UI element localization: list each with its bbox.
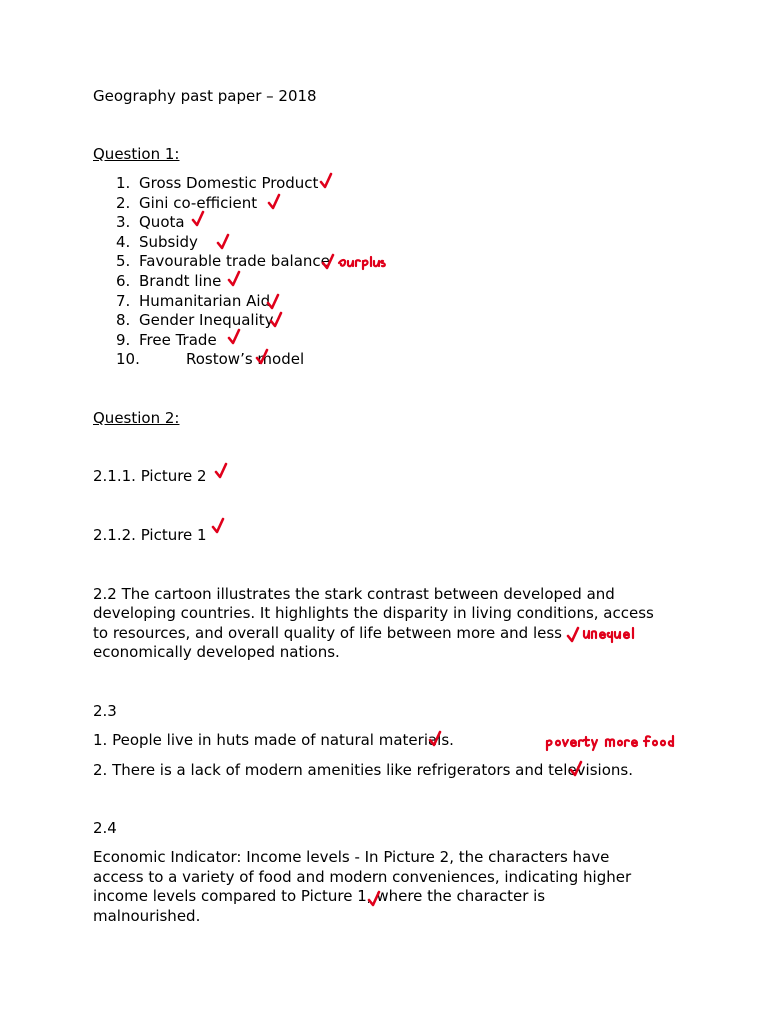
checkmark-icon	[227, 329, 241, 345]
checkmark-icon	[227, 271, 241, 287]
list-item-text: Brandt line	[139, 272, 222, 290]
answer-2-4-line: Economic Indicator: Income levels - In Picture 2, the characters have	[93, 848, 610, 866]
document-title: Geography past paper – 2018	[93, 87, 317, 105]
list-item-number: 3.	[116, 213, 131, 231]
answer-2-3-point-1: 1. People live in huts made of natural materials.	[93, 731, 454, 749]
list-item-text: Humanitarian Aid	[139, 292, 271, 310]
checkmark-icon	[269, 312, 283, 328]
handwritten-note-unequal	[583, 627, 641, 643]
answer-2-3-point-2: 2. There is a lack of modern amenities like refrigerators and televisions.	[93, 761, 633, 779]
handwritten-note-surplus	[338, 255, 390, 269]
checkmark-icon	[367, 891, 381, 907]
answer-2-2-line: developing countries. It highlights the disparity in living conditions, access	[93, 604, 654, 622]
answer-2-4-line: malnourished.	[93, 907, 201, 925]
checkmark-icon	[214, 463, 228, 479]
list-item-number: 1.	[116, 174, 131, 192]
handwritten-note-poverty	[546, 735, 696, 751]
list-item-text: Quota	[139, 213, 185, 231]
answer-2-4-line: income levels compared to Picture 1, where the character is	[93, 887, 546, 905]
checkmark-icon	[216, 234, 230, 250]
checkmark-icon	[566, 627, 580, 643]
answer-2-4-label: 2.4	[93, 819, 117, 837]
question-1-heading: Question 1:	[93, 145, 180, 163]
checkmark-icon	[266, 294, 280, 310]
list-item-number: 2.	[116, 194, 131, 212]
list-item-text: Free Trade	[139, 331, 217, 349]
checkmark-icon	[321, 254, 335, 270]
answer-2-1-2: 2.1.2. Picture 1	[93, 526, 207, 544]
answer-2-2-line: to resources, and overall quality of life between more and less	[93, 624, 562, 642]
list-item-text: Gross Domestic Product	[139, 174, 319, 192]
list-item-number: 9.	[116, 331, 131, 349]
answer-2-3-label: 2.3	[93, 702, 117, 720]
list-item-number: 5.	[116, 252, 131, 270]
list-item-number: 4.	[116, 233, 131, 251]
list-item-text: Subsidy	[139, 233, 198, 251]
answer-2-2-line: economically developed nations.	[93, 643, 340, 661]
checkmark-icon	[569, 761, 583, 777]
checkmark-icon	[267, 194, 281, 210]
answer-2-4-line: access to a variety of food and modern conveniences, indicating higher	[93, 868, 632, 886]
answer-2-2-line: 2.2 The cartoon illustrates the stark contrast between developed and	[93, 585, 615, 603]
list-item-text: Gender Inequality	[139, 311, 274, 329]
checkmark-icon	[428, 731, 442, 747]
list-item-text: Rostow’s model	[186, 350, 305, 368]
list-item-number: 7.	[116, 292, 131, 310]
list-item-text: Favourable trade balance	[139, 252, 330, 270]
list-item-number: 10.	[116, 350, 140, 368]
checkmark-icon	[191, 211, 205, 227]
checkmark-icon	[211, 518, 225, 534]
question-2-heading: Question 2:	[93, 409, 180, 427]
checkmark-icon	[319, 173, 333, 189]
checkmark-icon	[255, 349, 269, 365]
answer-2-1-1: 2.1.1. Picture 2	[93, 467, 207, 485]
list-item-text: Gini co-efficient	[139, 194, 258, 212]
list-item-number: 6.	[116, 272, 131, 290]
list-item-number: 8.	[116, 311, 131, 329]
